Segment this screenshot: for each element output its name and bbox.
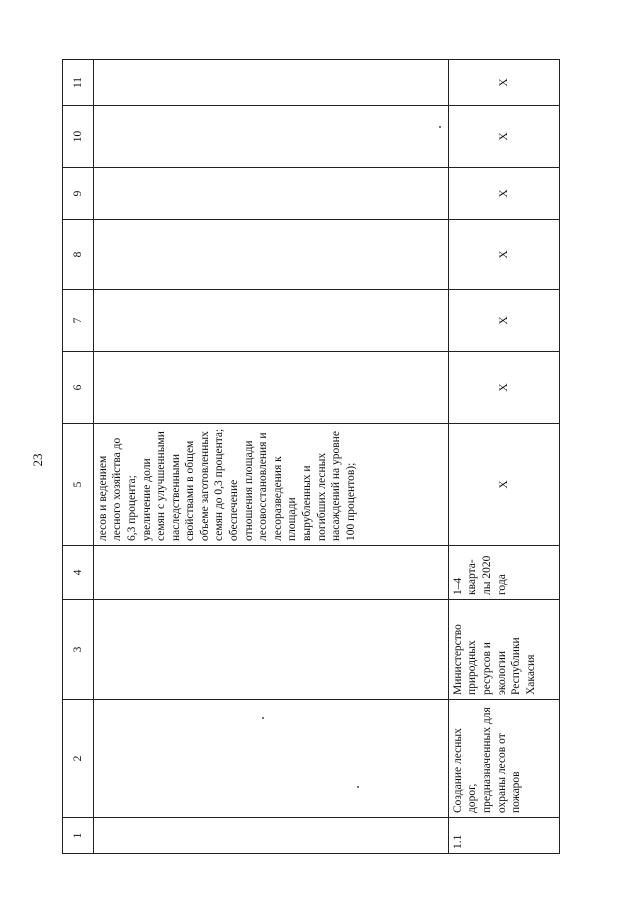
col-number-5: 5	[63, 424, 94, 546]
cont-cell-4	[93, 546, 448, 600]
cell-col8: Х	[448, 220, 559, 290]
col-number-9: 9	[63, 168, 94, 220]
cont-cell-8	[93, 220, 448, 290]
cont-cell-2	[93, 700, 448, 818]
col-number-4: 4	[63, 546, 94, 600]
col-number-11: 11	[63, 60, 94, 106]
cont-cell-9	[93, 168, 448, 220]
cont-cell-5-indicators: лесов и ведением лесного хозяйства до 6,3 процента; увеличение доли семян с улучшенными наследственными свойствами в общем объеме заготовленных семян до 0,3 процента; обеспечение отношения площади лесовосстановления и лесоразведения к площади вырубленных и погибших лесных насаждений на уровне 100 процентов);	[93, 424, 448, 546]
cont-cell-10	[93, 106, 448, 168]
cont-cell-7	[93, 290, 448, 352]
col-number-7: 7	[63, 290, 94, 352]
cont-cell-6	[93, 352, 448, 424]
rotated-table-wrapper	[62, 60, 560, 854]
activity-name: Создание лесных дорог, предназначенных для охраны лесов от пожаров	[448, 700, 559, 818]
col-number-1: 1	[63, 818, 94, 854]
cell-col7: Х	[448, 290, 559, 352]
col-number-2: 2	[63, 700, 94, 818]
cell-col11: Х	[448, 60, 559, 106]
executor: Министерство природных ресурсов и экологии Республики Хакасия	[448, 600, 559, 700]
scan-speck	[439, 126, 441, 128]
table-row-1-1	[448, 60, 559, 854]
row-number: 1.1	[448, 818, 559, 854]
cont-cell-3	[93, 600, 448, 700]
cell-col9: Х	[448, 168, 559, 220]
scan-speck	[262, 717, 264, 719]
cell-col6: Х	[448, 352, 559, 424]
program-table	[62, 59, 560, 854]
cell-col10: Х	[448, 106, 559, 168]
period: 1–4 кварта-лы 2020 года	[448, 546, 559, 600]
col-number-8: 8	[63, 220, 94, 290]
scan-speck	[357, 786, 359, 788]
cont-cell-11	[93, 60, 448, 106]
continuation-row	[93, 60, 448, 854]
column-number-row	[63, 60, 94, 854]
col-number-10: 10	[63, 106, 94, 168]
col-number-3: 3	[63, 600, 94, 700]
col-number-6: 6	[63, 352, 94, 424]
cell-col5: Х	[448, 424, 559, 546]
page-number: 23	[30, 453, 45, 467]
cont-cell-1	[93, 818, 448, 854]
